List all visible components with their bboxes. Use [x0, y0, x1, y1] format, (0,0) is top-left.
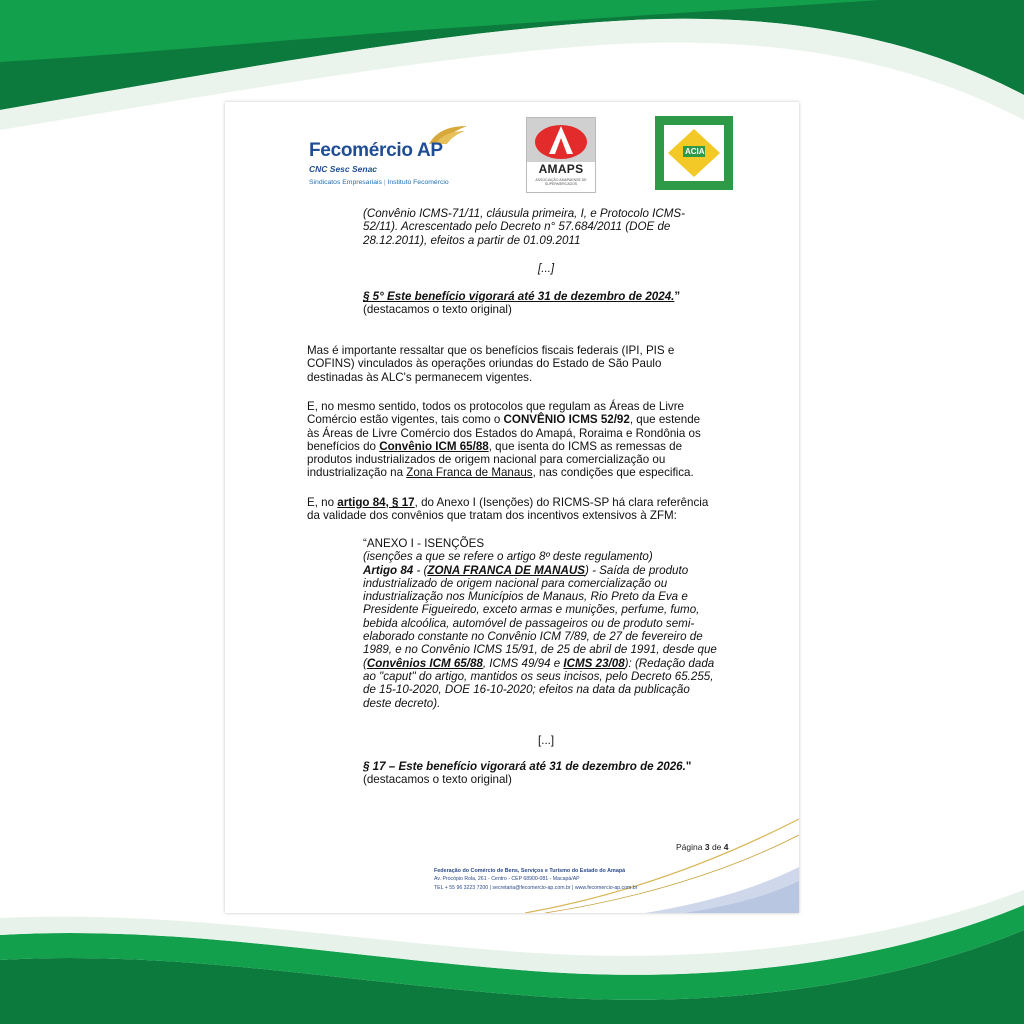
anexo-heading: “ANEXO I - ISENÇÕES — [363, 537, 485, 550]
isencoes-note: (isenções a que se refere o artigo 8º deste regulamento) — [363, 550, 653, 564]
instituto-text: Instituto Fecomércio — [387, 179, 449, 186]
quote-line: deste decreto). — [363, 696, 441, 710]
quote-line: ( — [363, 656, 367, 670]
paragraph-line: produtos industrializados de origem nacional para comercialização ou — [307, 453, 666, 467]
artigo-84-label: Artigo 84 — [363, 563, 414, 577]
paragraph-line: benefícios do — [307, 439, 380, 453]
destacamos-note: (destacamos o texto original) — [363, 773, 512, 787]
footer-org-name: Federação do Comércio de Bens, Serviços e Turismo do Estado do Amapá — [434, 868, 626, 874]
quote-line: 1989, e no Convênio ICMS 15/91, de 25 de abril de 1991, desde que — [363, 643, 717, 657]
amaps-subtitle: ASSOCIAÇÃO AMAPAENSE DE SUPERMERCADOS — [535, 178, 587, 186]
paragraph-line: COFINS) vinculados às operações oriundas do Estado de São Paulo — [307, 357, 662, 371]
fecomercio-name: Fecomércio — [309, 140, 413, 161]
fecomercio-ap: AP — [416, 140, 443, 161]
paragraph-protocolos — [307, 400, 732, 480]
convenio-icm-65-88: Convênio ICM 65/88 — [379, 439, 489, 453]
quote-anexo-i — [363, 537, 735, 710]
paragraph-line: destinadas às ALC's permanecem vigentes. — [307, 370, 533, 384]
page-current: 3 — [704, 842, 710, 852]
paragraph-17-close: " — [685, 760, 692, 773]
quote-line: elaborado constante no Convênio ICM 7/89, de 27 de fevereiro de — [363, 630, 703, 644]
paragraph-5-close: ” — [674, 290, 681, 303]
quote1-line: 28.12.2011), efeitos a partir de 01.09.2011 — [363, 233, 581, 247]
ellipsis: [...] — [538, 734, 555, 747]
paragraph-line: , que isenta do ICMS as remessas de — [488, 439, 683, 453]
acia-name: ACIA — [685, 147, 705, 156]
zona-franca-link: Zona Franca de Manaus — [406, 466, 533, 480]
paragraph-line: , nas condições que especifica. — [532, 466, 694, 480]
amaps-logo — [526, 117, 596, 193]
paragraph-line: Mas é importante ressaltar que os benefícios fiscais federais (IPI, PIS e — [307, 344, 675, 357]
paragraph-17-text: § 17 – Este benefício vigorará até 31 de dezembro de 2026. — [363, 760, 686, 773]
quote1-line: 52/11). Acrescentado pelo Decreto n° 57.684/2011 (DOE de — [363, 220, 671, 234]
sindicatos-line: Sindicatos Empresariais | Instituto Fecomércio — [309, 179, 449, 186]
quote1-line: (Convênio ICMS-71/11, cláusula primeira, I, e Protocolo ICMS- — [363, 207, 685, 220]
paragraph-5-text: § 5° Este benefício vigorará até 31 de dezembro de 2024. — [363, 290, 675, 303]
paragraph-line: Comércio estão vigentes, tais como o — [307, 413, 504, 427]
quote-line: ): (Redação dada — [624, 656, 715, 670]
quote-line: de 15-10-2020, DOE 16-10-2020; efeitos na data da publicação — [363, 683, 690, 697]
paragraph-17 — [363, 760, 743, 787]
ellipsis: [...] — [538, 262, 555, 275]
paragraph-line: às Áreas de Livre Comércio dos Estados do Amapá, Roraima e Rondônia os — [307, 426, 701, 440]
paragraph-line: , que estende — [629, 413, 701, 427]
page-total: 4 — [723, 842, 729, 852]
footer-contact-line: TEL + 55 96 3223 7200 | secretaria@fecomercio-ap.com.br | www.fecomercio-ap.com.br — [434, 885, 638, 891]
paragraph-artigo-84 — [307, 496, 732, 523]
convenios-icm-65-88: Convênios ICM 65/88 — [366, 656, 483, 670]
document-page — [225, 102, 799, 913]
amaps-emblem-icon — [527, 118, 595, 162]
footer-address — [434, 868, 637, 891]
paragraph-line: da validade dos convênios que tratam dos incentivos extensivos à ZFM: — [307, 509, 677, 523]
quote-line: bebida alcoólica, automóvel de passageiros ou de produto semi- — [363, 616, 695, 630]
page-prefix: Página — [676, 842, 705, 852]
footer-address-line: Av. Procópio Rola, 261 - Centro - CEP 68900-081 - Macapá/AP — [434, 876, 580, 882]
artigo-dash: - ( — [413, 563, 428, 577]
footer-swoosh — [525, 817, 799, 913]
quote-convenio — [363, 207, 733, 247]
icms-23-08: ICMS 23/08 — [563, 656, 625, 670]
paragraph-beneficios — [307, 344, 732, 384]
acia-logo — [655, 116, 733, 190]
paragraph-5 — [363, 290, 743, 317]
zona-franca-heading: ZONA FRANCA DE MANAUS — [427, 563, 586, 577]
paragraph-line: industrialização na — [307, 466, 407, 480]
convenio-icms-52-92: CONVÊNIO ICMS 52/92 — [503, 413, 630, 427]
destacamos-note: (destacamos o texto original) — [363, 303, 512, 317]
sindicatos-text: Sindicatos Empresariais — [309, 179, 382, 186]
cnc-sesc-senac: CNC Sesc Senac — [309, 164, 378, 174]
quote-line: industrializado de origem nacional para comercialização ou — [363, 576, 668, 590]
quote-line: , ICMS 49/94 e — [482, 656, 564, 670]
quote-line: Presidente Figueiredo, exceto armas e munições, perfume, fumo, — [363, 603, 700, 617]
quote-line: industrialização nos Municípios de Manaus, Rio Preto da Eva e — [363, 590, 688, 604]
amaps-name: AMAPS — [538, 162, 584, 176]
fecomercio-logo — [309, 124, 499, 194]
quote-line: ) - Saída de produto — [585, 563, 689, 577]
quote-line: ao "caput" do artigo, mantidos os seus incisos, pelo Decreto 65.255, — [363, 669, 714, 683]
page-sep: de — [709, 842, 724, 852]
paragraph-line: , do Anexo I (Isenções) do RICMS-SP há clara referência — [414, 496, 709, 509]
paragraph-line: E, no — [307, 496, 338, 509]
artigo-84-ref: artigo 84, § 17 — [337, 496, 415, 509]
paragraph-line: E, no mesmo sentido, todos os protocolos que regulam as Áreas de Livre — [307, 400, 685, 413]
